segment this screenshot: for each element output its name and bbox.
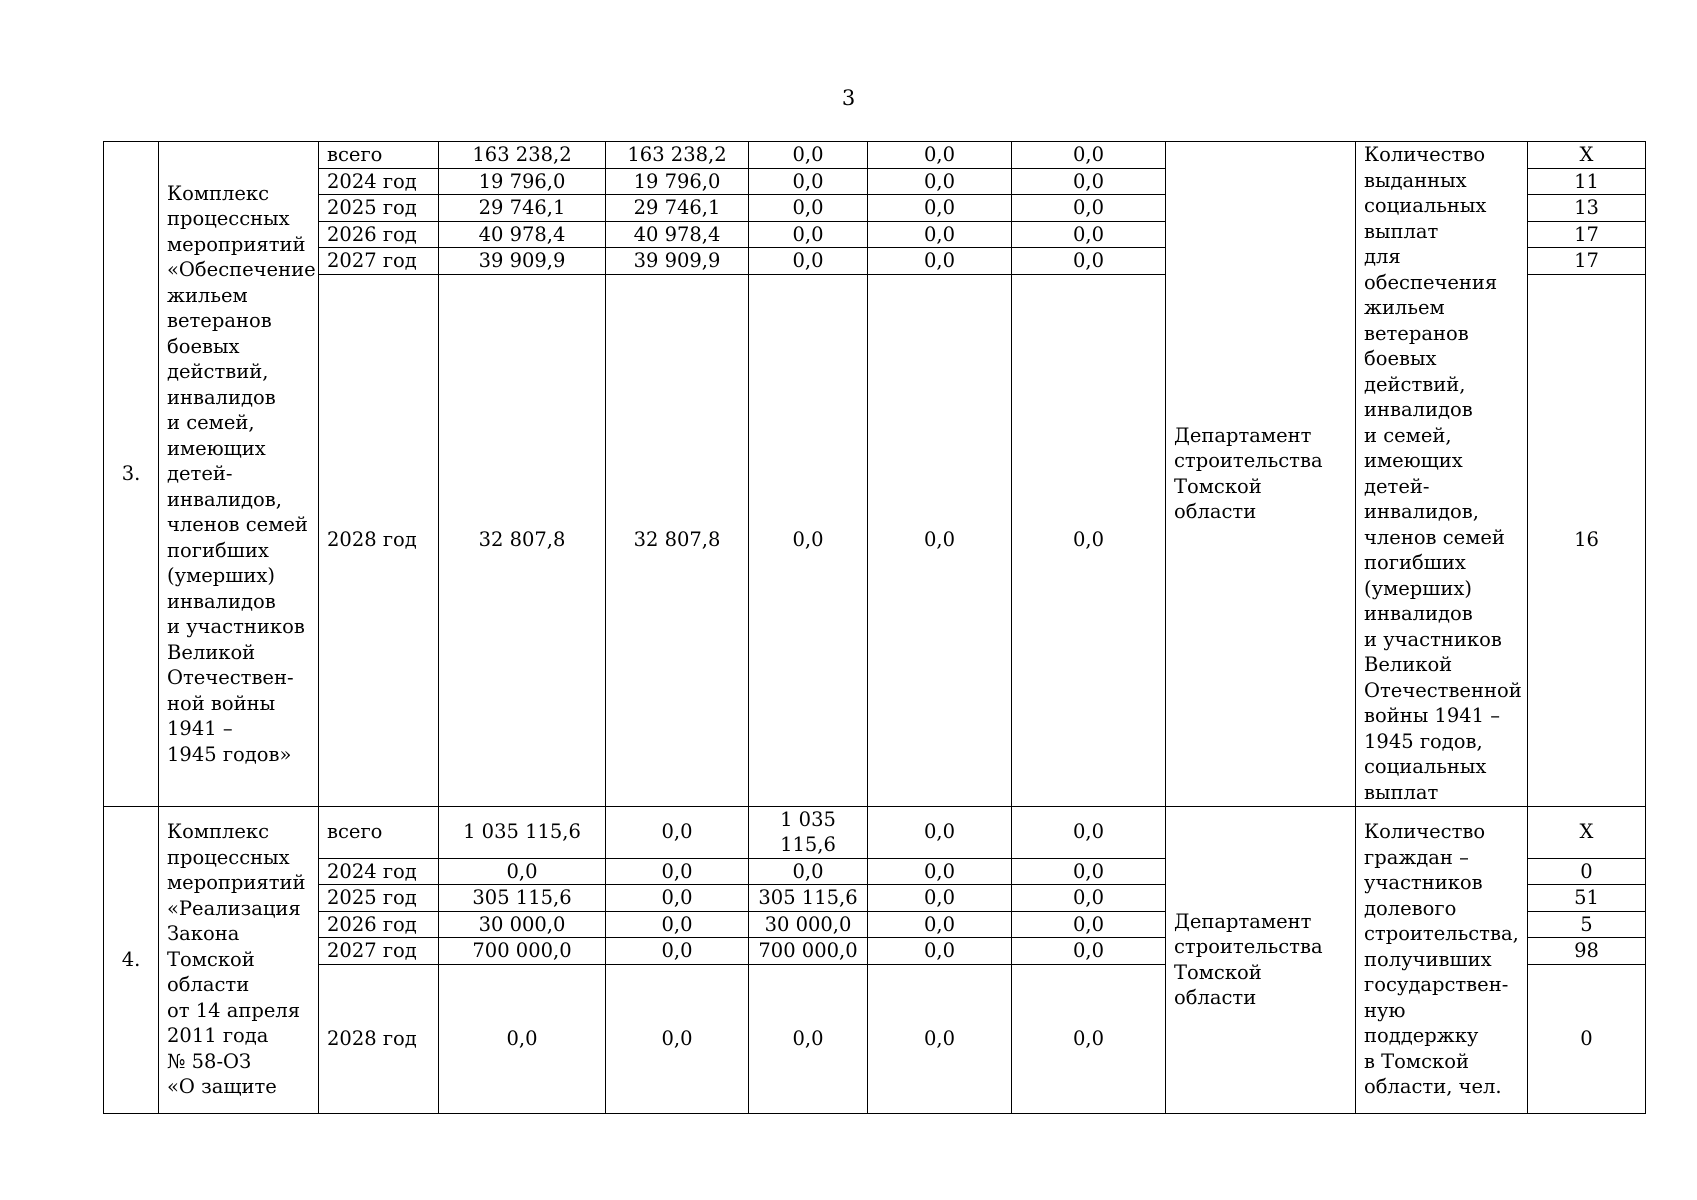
funding-col-2: 30 000,0 (749, 911, 868, 938)
indicator-name-line: погибших (1364, 551, 1466, 574)
indicator-name-line: инвалидов (1364, 398, 1473, 421)
responsible-department (1166, 142, 1356, 807)
measure-name-line: 1945 годов» (167, 742, 292, 766)
period-label: 2027 год (319, 248, 439, 275)
indicator-value: 17 (1528, 248, 1646, 275)
measure-name-line: мероприятий (167, 871, 306, 895)
measure-name-line: процессных (167, 845, 290, 869)
indicator-name-line: области, чел. (1364, 1075, 1502, 1099)
indicator-name-line: Количество (1364, 820, 1486, 844)
indicator-name-line: ную поддержку (1364, 998, 1479, 1048)
measure-name-line: Закона (167, 922, 240, 946)
funding-col-3: 0,0 (868, 885, 1012, 912)
funding-col-4: 0,0 (1012, 221, 1166, 248)
indicator-name-line: строительства, (1364, 922, 1519, 946)
funding-total: 39 909,9 (439, 248, 606, 275)
period-label: всего (319, 806, 439, 858)
indicator-name-line: жильем (1364, 296, 1445, 319)
funding-col-1: 19 796,0 (606, 168, 749, 195)
indicator-name-line: выданных (1364, 168, 1467, 192)
period-label: 2026 год (319, 911, 439, 938)
indicator-name-line: членов семей (1364, 525, 1505, 549)
indicator-name-line: социальных (1364, 194, 1487, 217)
measure-name-line: Томской (167, 947, 255, 971)
measure-name-line: погибших (167, 538, 269, 562)
funding-col-1: 0,0 (606, 806, 749, 858)
funding-total: 19 796,0 (439, 168, 606, 195)
indicator-name-line: детей- (1364, 474, 1430, 498)
indicator-name-line: обеспечения (1364, 270, 1498, 294)
indicator-value: 5 (1528, 911, 1646, 938)
funding-col-2: 0,0 (749, 142, 868, 169)
measure-name-line: жильем (167, 283, 248, 307)
indicator-name-line: государствен- (1364, 973, 1509, 997)
row-number: 3. (104, 142, 159, 807)
funding-col-3: 0,0 (868, 142, 1012, 169)
funding-col-1: 0,0 (606, 885, 749, 912)
measure-name-line: 1941 – (167, 717, 233, 740)
indicator-value: 98 (1528, 938, 1646, 965)
indicator-value: X (1528, 806, 1646, 858)
funding-col-1: 0,0 (606, 858, 749, 885)
page-number: 3 (841, 86, 856, 110)
funding-col-4: 0,0 (1012, 248, 1166, 275)
measure-name-line: области (167, 973, 250, 997)
period-label: 2025 год (319, 885, 439, 912)
indicator-value: X (1528, 142, 1646, 169)
measure-name-line: мероприятий (167, 232, 306, 256)
funding-total: 1 035 115,6 (439, 806, 606, 858)
measure-name (159, 806, 319, 1113)
measure-name-line: инвалидов (167, 589, 276, 613)
funding-col-4: 0,0 (1012, 885, 1166, 912)
indicator-name-line: граждан – (1364, 845, 1469, 869)
responsible-department-line: Томской области (1174, 474, 1262, 524)
measure-name-line: и участников (167, 615, 305, 638)
funding-col-3: 0,0 (868, 168, 1012, 195)
measure-name-line: «Обеспечение (167, 258, 316, 281)
funding-col-2: 0,0 (749, 964, 868, 1113)
funding-col-3: 0,0 (868, 195, 1012, 222)
funding-col-4: 0,0 (1012, 911, 1166, 938)
measure-name-line: Комплекс (167, 820, 270, 844)
indicator-name (1356, 142, 1528, 807)
funding-col-1: 39 909,9 (606, 248, 749, 275)
funding-col-3: 0,0 (868, 911, 1012, 938)
measure-name-line: Отечествен- (167, 666, 294, 689)
table-row (104, 806, 1646, 858)
table-row (104, 142, 1646, 169)
funding-col-3: 0,0 (868, 964, 1012, 1113)
funding-col-2: 0,0 (749, 168, 868, 195)
funding-col-4: 0,0 (1012, 938, 1166, 965)
indicator-value: 13 (1528, 195, 1646, 222)
funding-col-4: 0,0 (1012, 858, 1166, 885)
measure-name (159, 142, 319, 807)
row-number: 4. (104, 806, 159, 1113)
indicator-name-line: войны 1941 – (1364, 704, 1501, 727)
indicator-name-line: действий, (1364, 372, 1466, 396)
measure-name-line: «Реализация (167, 896, 301, 920)
period-label: 2024 год (319, 858, 439, 885)
funding-total: 32 807,8 (439, 274, 606, 806)
indicator-name-line: ветеранов (1364, 321, 1469, 345)
funding-col-3: 0,0 (868, 221, 1012, 248)
responsible-department (1166, 806, 1356, 1113)
funding-col-2: 700 000,0 (749, 938, 868, 965)
indicator-name-line: выплат (1364, 780, 1439, 804)
indicator-name-line: инвалидов (1364, 602, 1473, 625)
indicator-name-line: (умерших) (1364, 576, 1473, 600)
funding-col-1: 32 807,8 (606, 274, 749, 806)
funding-col-1: 0,0 (606, 964, 749, 1113)
responsible-department-line: Томской области (1174, 960, 1262, 1009)
indicator-value: 0 (1528, 964, 1646, 1113)
funding-col-4: 0,0 (1012, 274, 1166, 806)
funding-col-1: 0,0 (606, 938, 749, 965)
funding-total: 0,0 (439, 858, 606, 885)
indicator-name-line: участников (1364, 871, 1483, 895)
table-body (104, 142, 1646, 1114)
funding-col-4: 0,0 (1012, 964, 1166, 1113)
funding-total: 0,0 (439, 964, 606, 1113)
measure-name-line: процессных (167, 207, 290, 230)
indicator-name-line: для (1364, 245, 1401, 268)
indicator-name-line: Отечественной (1364, 678, 1522, 702)
indicator-name-line: и семей, (1364, 423, 1452, 447)
measure-name-line: и семей, (167, 411, 255, 434)
indicator-name (1356, 806, 1528, 1113)
indicator-name-line: имеющих (1364, 449, 1463, 472)
measure-name-line: инвалидов, (167, 487, 282, 511)
funding-col-2: 0,0 (749, 221, 868, 248)
indicator-name-line: инвалидов, (1364, 500, 1479, 523)
measure-name-line: Великой (167, 640, 256, 664)
funding-col-2: 0,0 (749, 195, 868, 222)
funding-col-2: 305 115,6 (749, 885, 868, 912)
indicator-name-line: и участников (1364, 627, 1502, 651)
period-label: 2028 год (319, 964, 439, 1113)
period-label: 2026 год (319, 221, 439, 248)
indicator-name-line: боевых (1364, 347, 1437, 370)
indicator-name-line: 1945 годов, (1364, 729, 1483, 753)
funding-col-1: 29 746,1 (606, 195, 749, 222)
measure-name-line: (умерших) (167, 564, 276, 587)
measure-name-line: детей- (167, 462, 233, 485)
funding-total: 29 746,1 (439, 195, 606, 222)
indicator-name-line: в Томской (1364, 1049, 1469, 1073)
funding-col-1: 0,0 (606, 911, 749, 938)
period-label: 2027 год (319, 938, 439, 965)
funding-col-2: 0,0 (749, 858, 868, 885)
funding-total: 305 115,6 (439, 885, 606, 912)
period-label: 2024 год (319, 168, 439, 195)
funding-col-4: 0,0 (1012, 168, 1166, 195)
indicator-value: 0 (1528, 858, 1646, 885)
funding-col-4: 0,0 (1012, 195, 1166, 222)
funding-total: 700 000,0 (439, 938, 606, 965)
responsible-department-line: Департамент (1174, 423, 1312, 447)
funding-total: 30 000,0 (439, 911, 606, 938)
funding-col-4: 0,0 (1012, 806, 1166, 858)
indicator-name-line: Количество (1364, 143, 1486, 166)
indicator-value: 11 (1528, 168, 1646, 195)
indicator-name-line: Великой (1364, 653, 1453, 676)
period-label: 2025 год (319, 195, 439, 222)
funding-total: 163 238,2 (439, 142, 606, 169)
measure-name-line: имеющих (167, 436, 266, 460)
program-table (103, 141, 1646, 1114)
measure-name-line: «О защите (167, 1075, 277, 1099)
funding-col-3: 0,0 (868, 938, 1012, 965)
measure-name-line: действий, (167, 360, 269, 383)
funding-col-2: 0,0 (749, 248, 868, 275)
funding-col-3: 0,0 (868, 274, 1012, 806)
measure-name-line: инвалидов (167, 385, 276, 409)
funding-col-2: 1 035 115,6 (749, 806, 868, 858)
funding-col-3: 0,0 (868, 858, 1012, 885)
period-label: всего (319, 142, 439, 169)
measure-name-line: боевых (167, 334, 240, 358)
funding-col-1: 40 978,4 (606, 221, 749, 248)
responsible-department-line: строительства (1174, 935, 1323, 958)
indicator-value: 16 (1528, 274, 1646, 806)
indicator-name-line: выплат (1364, 219, 1439, 243)
funding-col-3: 0,0 (868, 806, 1012, 858)
responsible-department-line: Департамент (1174, 909, 1312, 933)
measure-name-line: № 58-ОЗ (167, 1049, 252, 1073)
indicator-name-line: социальных (1364, 755, 1487, 778)
funding-total: 40 978,4 (439, 221, 606, 248)
measure-name-line: ной войны (167, 691, 276, 715)
indicator-value: 51 (1528, 885, 1646, 912)
measure-name-line: членов семей (167, 513, 308, 536)
measure-name-line: 2011 года (167, 1024, 269, 1048)
funding-col-3: 0,0 (868, 248, 1012, 275)
indicator-name-line: получивших (1364, 947, 1492, 971)
indicator-value: 17 (1528, 221, 1646, 248)
measure-name-line: ветеранов (167, 309, 272, 332)
indicator-name-line: долевого (1364, 896, 1457, 920)
funding-col-4: 0,0 (1012, 142, 1166, 169)
measure-name-line: от 14 апреля (167, 998, 301, 1022)
funding-col-2: 0,0 (749, 274, 868, 806)
funding-col-1: 163 238,2 (606, 142, 749, 169)
responsible-department-line: строительства (1174, 449, 1323, 473)
period-label: 2028 год (319, 274, 439, 806)
measure-name-line: Комплекс (167, 181, 270, 205)
